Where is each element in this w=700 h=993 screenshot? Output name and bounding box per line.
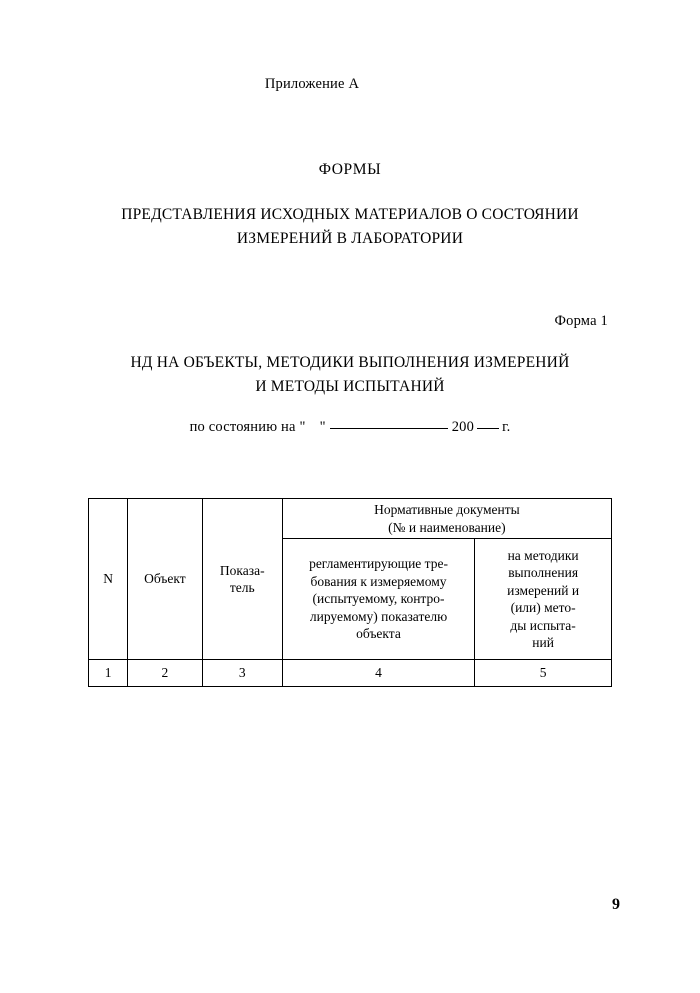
column-number-5: 5 — [475, 660, 612, 687]
methods-line-5: ды испыта- — [510, 617, 576, 633]
methods-line-2: выполнения — [508, 565, 579, 580]
group-header-line-1: Нормативные документы — [374, 502, 520, 517]
date-state-suffix: г. — [502, 419, 511, 435]
header-cell-indicator — [202, 499, 282, 660]
regulating-line-3: (испытуемому, контро- — [312, 591, 445, 607]
table-column-number-row — [89, 660, 612, 687]
regulating-line-5: объекта — [356, 626, 401, 642]
header-cell-object: Объект — [128, 499, 203, 660]
column-number-1: 1 — [89, 660, 128, 687]
page-number: 9 — [612, 896, 620, 913]
appendix-label: Приложение А — [264, 76, 360, 92]
forms-title: ФОРМЫ — [318, 161, 382, 178]
date-state-quote: " — [319, 419, 326, 435]
date-state-prefix: по состоянию на " — [189, 419, 306, 435]
subtitle-line-2: ИЗМЕРЕНИЙ В ЛАБОРАТОРИИ — [236, 230, 464, 247]
table-header-row-1 — [89, 499, 612, 539]
regulating-line-2: бования к измеряемому — [310, 573, 447, 589]
column-number-4: 4 — [282, 660, 474, 687]
form-number: Форма 1 — [554, 313, 608, 329]
document-subtitle — [0, 203, 700, 251]
methods-line-1: на методики — [507, 547, 579, 563]
page-title-line-2: И МЕТОДЫ ИСПЫТАНИЙ — [255, 378, 445, 395]
regulating-line-4: лируемому) показателю — [309, 608, 448, 624]
regulating-line-1: регламентирующие тре- — [309, 556, 448, 572]
date-state-line — [0, 419, 700, 436]
date-year-blank — [477, 428, 499, 429]
header-cell-regulating-requirements — [282, 539, 474, 660]
methods-line-3: измерений и — [507, 582, 580, 598]
page-title — [0, 351, 700, 399]
methods-line-4: (или) мето- — [510, 600, 576, 615]
column-number-3: 3 — [202, 660, 282, 687]
subtitle-line-1: ПРЕДСТАВЛЕНИЯ ИСХОДНЫХ МАТЕРИАЛОВ О СОСТОЯНИИ — [121, 206, 579, 223]
header-cell-measurement-methods — [475, 539, 612, 660]
header-indicator-line-2: тель — [229, 580, 255, 595]
header-cell-n: N — [89, 499, 128, 660]
group-header-line-2: (№ и наименование) — [388, 519, 506, 535]
header-cell-normative-documents — [282, 499, 611, 539]
page-title-line-1: НД НА ОБЪЕКТЫ, МЕТОДИКИ ВЫПОЛНЕНИЯ ИЗМЕРЕНИЙ — [130, 354, 570, 371]
date-state-year: 200 — [451, 419, 475, 435]
methods-line-6: ний — [532, 635, 554, 650]
form-table — [88, 498, 612, 687]
date-month-blank — [330, 428, 448, 429]
header-indicator-line-1: Показа- — [219, 562, 265, 578]
column-number-2: 2 — [128, 660, 203, 687]
